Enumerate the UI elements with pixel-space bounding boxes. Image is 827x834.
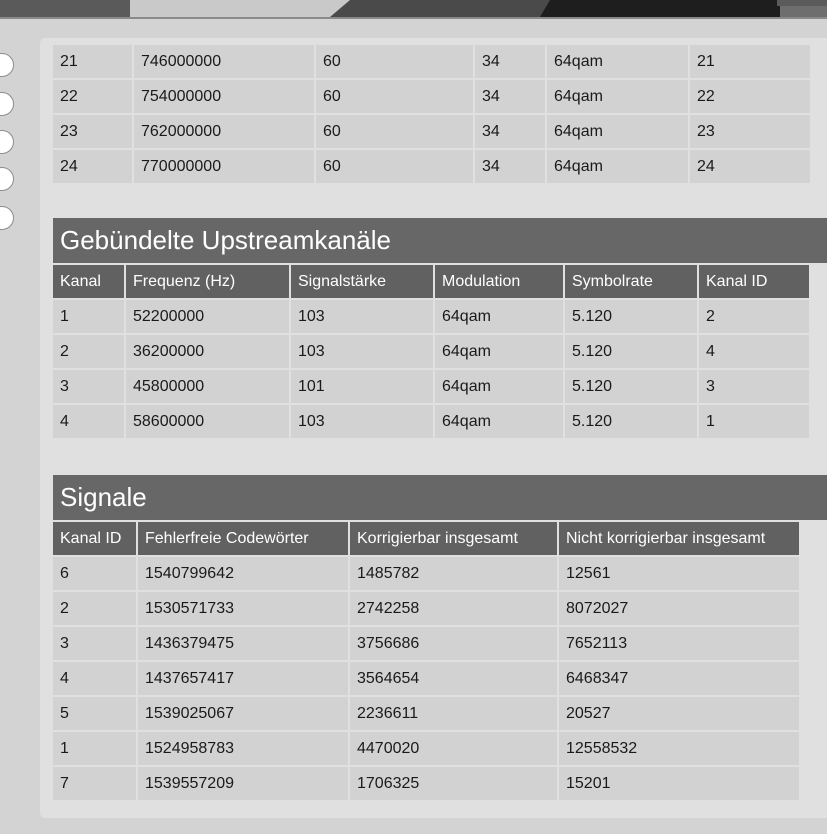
table-cell: 60	[316, 150, 473, 183]
table-cell: 60	[316, 80, 473, 113]
table-cell: 3756686	[350, 627, 557, 660]
table-cell: 64qam	[435, 335, 563, 368]
downstream-table	[51, 43, 812, 185]
table-cell: 4	[699, 335, 809, 368]
table-row	[53, 767, 799, 800]
table-cell: 64qam	[547, 80, 688, 113]
table-cell: 21	[690, 45, 810, 78]
table-cell: 34	[475, 150, 545, 183]
table-cell: 1539557209	[138, 767, 348, 800]
table-cell: 64qam	[547, 45, 688, 78]
table-row	[53, 627, 799, 660]
table-cell: 762000000	[134, 115, 314, 148]
signals-table	[51, 520, 801, 802]
table-cell: 23	[690, 115, 810, 148]
table-cell: 64qam	[435, 300, 563, 333]
table-cell: 1540799642	[138, 557, 348, 590]
table-cell: 24	[53, 150, 132, 183]
table-cell: 5	[53, 697, 136, 730]
table-cell: 12558532	[559, 732, 799, 765]
table-cell: 1	[699, 405, 809, 438]
table-row	[53, 150, 810, 183]
table-cell: 7	[53, 767, 136, 800]
table-cell: 36200000	[126, 335, 289, 368]
table-cell: 52200000	[126, 300, 289, 333]
table-cell: 2	[699, 300, 809, 333]
table-cell: 6	[53, 557, 136, 590]
table-row	[53, 732, 799, 765]
column-header: Kanal ID	[699, 265, 809, 298]
table-row	[53, 592, 799, 625]
table-cell: 746000000	[134, 45, 314, 78]
table-cell: 1436379475	[138, 627, 348, 660]
radio-button[interactable]	[0, 53, 14, 77]
table-cell: 1706325	[350, 767, 557, 800]
table-cell: 64qam	[435, 405, 563, 438]
column-header: Kanal	[53, 265, 124, 298]
radio-button[interactable]	[0, 206, 14, 230]
table-cell: 7652113	[559, 627, 799, 660]
table-row	[53, 45, 810, 78]
radio-button[interactable]	[0, 167, 14, 191]
table-cell: 2236611	[350, 697, 557, 730]
signals-title: Signale	[53, 475, 827, 520]
column-header: Kanal ID	[53, 522, 136, 555]
table-cell: 34	[475, 115, 545, 148]
table-row	[53, 335, 809, 368]
table-cell: 64qam	[547, 150, 688, 183]
table-cell: 21	[53, 45, 132, 78]
upstream-table	[51, 263, 811, 440]
column-header: Fehlerfreie Codewörter	[138, 522, 348, 555]
table-cell: 5.120	[565, 300, 697, 333]
table-cell: 24	[690, 150, 810, 183]
table-cell: 5.120	[565, 370, 697, 403]
table-cell: 1539025067	[138, 697, 348, 730]
table-cell: 5.120	[565, 335, 697, 368]
table-cell: 3	[53, 627, 136, 660]
table-cell: 103	[291, 300, 433, 333]
table-row	[53, 697, 799, 730]
column-header: Korrigierbar insgesamt	[350, 522, 557, 555]
table-cell: 1437657417	[138, 662, 348, 695]
table-cell: 770000000	[134, 150, 314, 183]
radio-button[interactable]	[0, 130, 14, 154]
table-cell: 1	[53, 732, 136, 765]
table-row	[53, 557, 799, 590]
nav-divider	[0, 17, 827, 19]
table-cell: 64qam	[547, 115, 688, 148]
column-header: Symbolrate	[565, 265, 697, 298]
column-header: Nicht korrigierbar insgesamt	[559, 522, 799, 555]
table-cell: 58600000	[126, 405, 289, 438]
column-header: Frequenz (Hz)	[126, 265, 289, 298]
table-cell: 3564654	[350, 662, 557, 695]
table-cell: 103	[291, 405, 433, 438]
nav-tab-5[interactable]	[777, 0, 827, 6]
table-cell: 23	[53, 115, 132, 148]
nav-tab-2[interactable]	[130, 0, 350, 17]
table-cell: 1485782	[350, 557, 557, 590]
top-navigation	[0, 0, 827, 17]
nav-tab-1[interactable]	[0, 0, 130, 17]
table-cell: 1530571733	[138, 592, 348, 625]
table-cell: 34	[475, 45, 545, 78]
table-cell: 4470020	[350, 732, 557, 765]
table-cell: 4	[53, 662, 136, 695]
table-cell: 1524958783	[138, 732, 348, 765]
table-row	[53, 405, 809, 438]
table-cell: 754000000	[134, 80, 314, 113]
table-cell: 22	[690, 80, 810, 113]
table-row	[53, 115, 810, 148]
table-cell: 60	[316, 115, 473, 148]
table-cell: 22	[53, 80, 132, 113]
table-cell: 2742258	[350, 592, 557, 625]
table-cell: 4	[53, 405, 124, 438]
table-cell: 101	[291, 370, 433, 403]
table-row	[53, 370, 809, 403]
table-row	[53, 80, 810, 113]
upstream-title: Gebündelte Upstreamkanäle	[53, 218, 827, 263]
column-header: Modulation	[435, 265, 563, 298]
table-cell: 3	[53, 370, 124, 403]
table-cell: 3	[699, 370, 809, 403]
nav-tab-4[interactable]	[540, 0, 780, 17]
nav-tab-3[interactable]	[330, 0, 560, 17]
radio-button[interactable]	[0, 92, 14, 116]
table-cell: 15201	[559, 767, 799, 800]
table-cell: 12561	[559, 557, 799, 590]
table-cell: 2	[53, 592, 136, 625]
table-cell: 64qam	[435, 370, 563, 403]
table-cell: 103	[291, 335, 433, 368]
table-cell: 60	[316, 45, 473, 78]
table-cell: 2	[53, 335, 124, 368]
table-cell: 45800000	[126, 370, 289, 403]
table-row	[53, 300, 809, 333]
table-row	[53, 662, 799, 695]
table-cell: 6468347	[559, 662, 799, 695]
table-cell: 5.120	[565, 405, 697, 438]
column-header: Signalstärke	[291, 265, 433, 298]
table-cell: 20527	[559, 697, 799, 730]
table-cell: 8072027	[559, 592, 799, 625]
table-cell: 1	[53, 300, 124, 333]
table-cell: 34	[475, 80, 545, 113]
